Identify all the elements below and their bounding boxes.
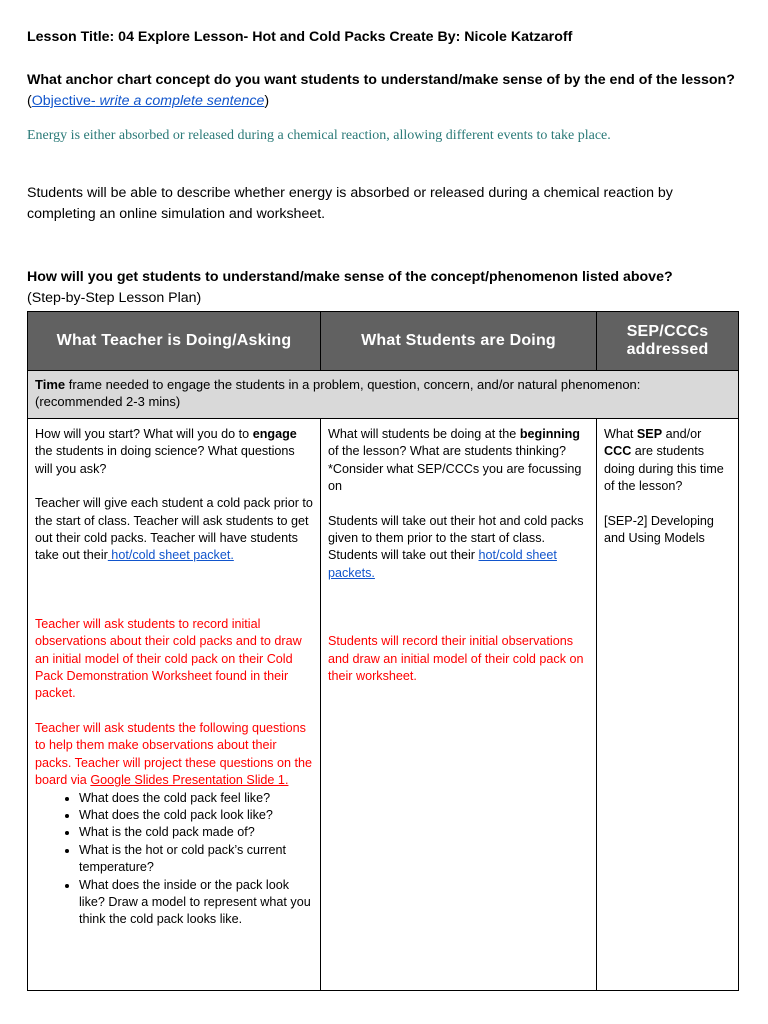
- observation-questions-list: [35, 790, 313, 929]
- sep-prompt-mid: and/or: [662, 427, 702, 441]
- students-prompt-b: of the lesson? What are students thinking? *Consider what SEP/CCCs you are focussing on: [328, 444, 582, 494]
- objective-link[interactable]: [32, 93, 265, 109]
- google-slides-link[interactable]: Google Slides Presentation Slide 1.: [90, 773, 289, 788]
- students-para-2: Students will record their initial observations and draw an initial model of their cold pack on their worksheet.: [328, 634, 584, 684]
- header-students: What Students are Doing: [321, 312, 597, 371]
- table-header-row: [28, 312, 739, 371]
- sep-prompt-b: are students doing during this time of the lesson?: [604, 444, 724, 494]
- anchor-question: What anchor chart concept do you want students to understand/make sense of by the end of the lesson? (Objective- write a complete sentence): [27, 72, 735, 109]
- sep-prompt-bold-1: SEP: [636, 427, 663, 441]
- students-para-1-text: Students will take out their hot and cold packs given to them prior to the start of class. Students will take out their: [328, 513, 584, 563]
- students-prompt-bold: beginning: [519, 427, 580, 441]
- time-frame-cell: [28, 371, 739, 419]
- teacher-para-1: [35, 495, 313, 565]
- header-teacher: What Teacher is Doing/Asking: [28, 312, 321, 371]
- header-sep: SEP/CCCs addressed: [597, 312, 739, 371]
- teacher-prompt-a: How will you start? What will you do to: [35, 427, 253, 441]
- anchor-concept: Energy is either absorbed or released during a chemical reaction, allowing different events to take place.: [27, 128, 611, 143]
- students-prompt-a: What will students be doing at the: [328, 427, 520, 441]
- teacher-packet-link[interactable]: hot/cold sheet packet.: [107, 548, 234, 563]
- list-item: • What is the cold pack made of?: [79, 824, 313, 841]
- teacher-para-3-text: Teacher will ask students the following questions to help them make observations about their packs. Teacher will project these questions on the board via: [35, 720, 312, 788]
- content-row: [28, 419, 739, 991]
- lesson-plan-table: [27, 311, 739, 991]
- students-cell: [321, 419, 597, 991]
- students-para-1: [328, 513, 589, 583]
- anchor-question-text: What anchor chart concept do you want students to understand/make sense of by the end of the lesson?: [27, 72, 735, 88]
- sep-prompt-bold-2: CCC: [604, 444, 632, 459]
- time-row: [28, 371, 739, 419]
- plan-question: How will you get students to understand/make sense of the concept/phenomenon listed above?: [27, 269, 673, 285]
- list-item: • What is the hot or cold pack’s current temperature?: [79, 842, 313, 877]
- lesson-title: Lesson Title: 04 Explore Lesson- Hot and Cold Packs Create By: Nicole Katzaroff: [27, 29, 573, 45]
- objective-link-prefix: Objective-: [31, 93, 96, 109]
- list-item: • What does the cold pack feel like?: [79, 790, 313, 807]
- teacher-cell: [28, 419, 321, 991]
- objective-statement: Students will be able to describe whether energy is absorbed or released during a chemical reaction by completing an online simulation and worksheet.: [27, 185, 673, 222]
- sep-prompt: [604, 426, 731, 496]
- teacher-prompt-bold: engage: [252, 427, 297, 441]
- plan-question-sub: (Step-by-Step Lesson Plan): [27, 290, 202, 306]
- teacher-para-3: [35, 720, 313, 790]
- list-item: • What does the inside or the pack look like? Draw a model to represent what you think the cold pack looks like.: [79, 877, 313, 929]
- time-text: frame needed to engage the students in a problem, question, concern, and/or natural phenomenon: (recommended 2-3 mins): [35, 377, 641, 409]
- teacher-prompt-b: the students in doing science? What questions will you ask?: [35, 444, 295, 476]
- teacher-prompt: [35, 426, 313, 478]
- sep-entry: [SEP-2] Developing and Using Models: [604, 513, 714, 546]
- objective-link-italic: write a complete sentence: [95, 93, 265, 109]
- time-bold: Time: [35, 377, 66, 392]
- sep-prompt-a: What: [604, 427, 637, 441]
- teacher-para-1-text: Teacher will give each student a cold pack prior to the start of class. Teacher will ask students to get out their cold packs. Teacher will have students take out their: [35, 496, 313, 563]
- sep-cell: [597, 419, 739, 991]
- teacher-para-2: Teacher will ask students to record initial observations about their cold packs and to draw an initial model of their cold pack on their Cold Pack Demonstration Worksheet found in their packet.: [35, 616, 302, 701]
- list-item: • What does the cold pack look like?: [79, 807, 313, 824]
- students-packet-link[interactable]: hot/cold sheet packets.: [328, 548, 557, 580]
- students-prompt: [328, 426, 589, 496]
